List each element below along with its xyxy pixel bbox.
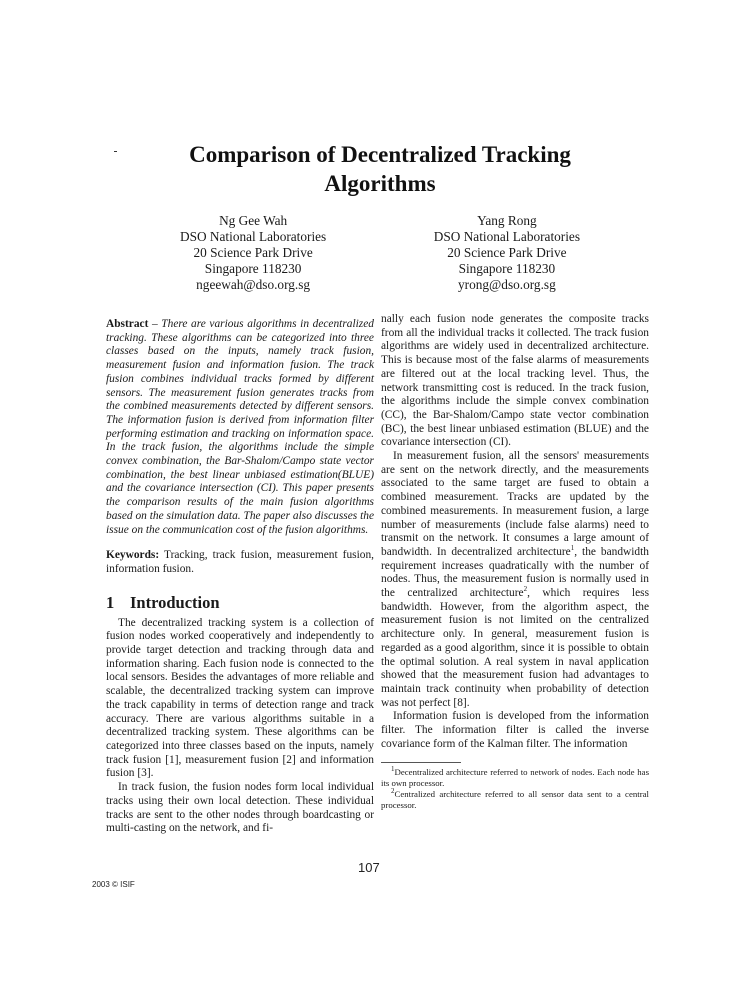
section-title: Introduction [130,592,220,612]
intro-paragraph-2-part-b: nally each fusion node generates the composite tracks from all the individual tracks it collected. The track fusion algorithms are widely used in decentralized architecture. This is because most of the false alarms of measurements are filtered out at the local tracking level. Thus, the network transmitting cost is reduced. In the track fusion, the algorithms include the simple convex combination (CC), the Bar-Shalom/Campo state vector combination (BC), the best linear unbiased estimation (BLUE) and the covariance intersection (CI). [381,313,649,449]
footnote-mark-2[interactable]: 2 [523,585,528,594]
author-affiliation: DSO National Laboratories [433,229,580,244]
keywords [106,549,374,576]
keywords-text: Tracking, track fusion, measurement fusion, information fusion. [106,549,374,575]
title-line-1: Comparison of Decentralized Tracking [189,142,571,167]
abstract-separator: – [148,318,162,330]
title-line-2: Algorithms [324,171,436,196]
intro-paragraph-2-part-a: In track fusion, the fusion nodes form local individual tracks using their own local detection. These individual tracks are sent to the other nodes through boardcasting or multi-casting on the network, and fi- [106,781,374,835]
intro-paragraph-1: The decentralized tracking system is a collection of fusion nodes worked cooperatively and independently to provide target detection and tracking through data and information sharing. Each fusion node is connected to the local sensors. Besides the advantages of more reliable and scalable, the decentralized tracking system can improve the track capability in terms of detection range and track accuracy. There are various algorithms suitable in a decentralized tracking system. These algorithms can be categorized into three classes based on the inputs, namely track fusion [1], measurement fusion [2] and information fusion [3]. [106,616,374,780]
copyright-notice: 2003 © ISIF [92,880,135,889]
section-heading-introduction [106,593,374,613]
intro-paragraph-4: Information fusion is developed from the information filter. The information filter is called the inverse covariance form of the Kalman filter. The information [381,710,649,750]
author-name: Ng Gee Wah [219,213,288,228]
author-2 [434,213,580,293]
author-address: 20 Science Park Drive [447,245,567,260]
author-1 [180,213,326,293]
intro-paragraph-3: In measurement fusion, all the sensors' measurements are sent on the network directly, and the measurements associated to the same target are fused to obtain a combined measurement. Tracks are updated by the combined measurements. In measurement fusion, a large number of measurements (include false alarms) need to transmit on the network. It consumes a large amount of bandwidth. In decentralized architecture$^1$, the bandwidth requirement increases quadratically with the number of nodes. Thus, the measurement fusion is normally used in the centralized architecture$^2$, which requires less bandwidth. However, from the algorithm aspect, the measurement fusion is not limited on the centralized architecture only. In general, measurement fusion is regarded as a good algorithm, since it is possible to obtain the optimal solution. A real system in naval application showed that the measurement fusion had advantages to maintain track continuity when probability of detection was not perfect [8]. [381,450,649,709]
footnote-rule [381,762,461,763]
abstract-label: Abstract [106,318,149,330]
author-email[interactable]: ngeewah@dso.org.sg [196,277,311,292]
footnote-1: $^1$Decentralized architecture referred to network of nodes. Each node has its own processor. [381,764,649,788]
footnote-2: $^2$Centralized architecture referred to all sensor data sent to a central processor. [381,786,649,810]
author-email[interactable]: yrong@dso.org.sg [458,277,556,292]
author-city: Singapore 118230 [204,261,302,276]
paper-title [100,140,660,198]
page-number: 107 [358,860,380,875]
author-address: 20 Science Park Drive [193,245,313,260]
left-column [106,318,374,836]
author-city: Singapore 118230 [458,261,556,276]
author-name: Yang Rong [477,213,537,228]
abstract [106,318,374,537]
author-affiliation: DSO National Laboratories [180,229,327,244]
footnote-mark-1[interactable]: 1 [570,544,575,553]
right-column [381,313,649,811]
author-block [180,213,580,293]
section-number: 1 [106,592,115,612]
abstract-text: There are various algorithms in decentralized tracking. These algorithms can be categorized into three classes based on the inputs, namely track fusion, measurement fusion and information fusion. The track fusion combines individual tracks formed by different sensors. The measurement fusion generates tracks from the combined measurements detected by different sensors. The information fusion is derived from information filter performing estimation and tracking on information space. In the track fusion, the algorithms include the simple convex combination, the Bar-Shalom/Campo state vector combination, the best linear unbiased estimation(BLUE) and the covariance intersection (CI). This paper presents the comparison results of the main fusion algorithms based on the simulation data. The paper also discusses the issue on the communication cost of the fusion algorithms. [106,318,374,536]
keywords-label: Keywords: [106,549,160,562]
